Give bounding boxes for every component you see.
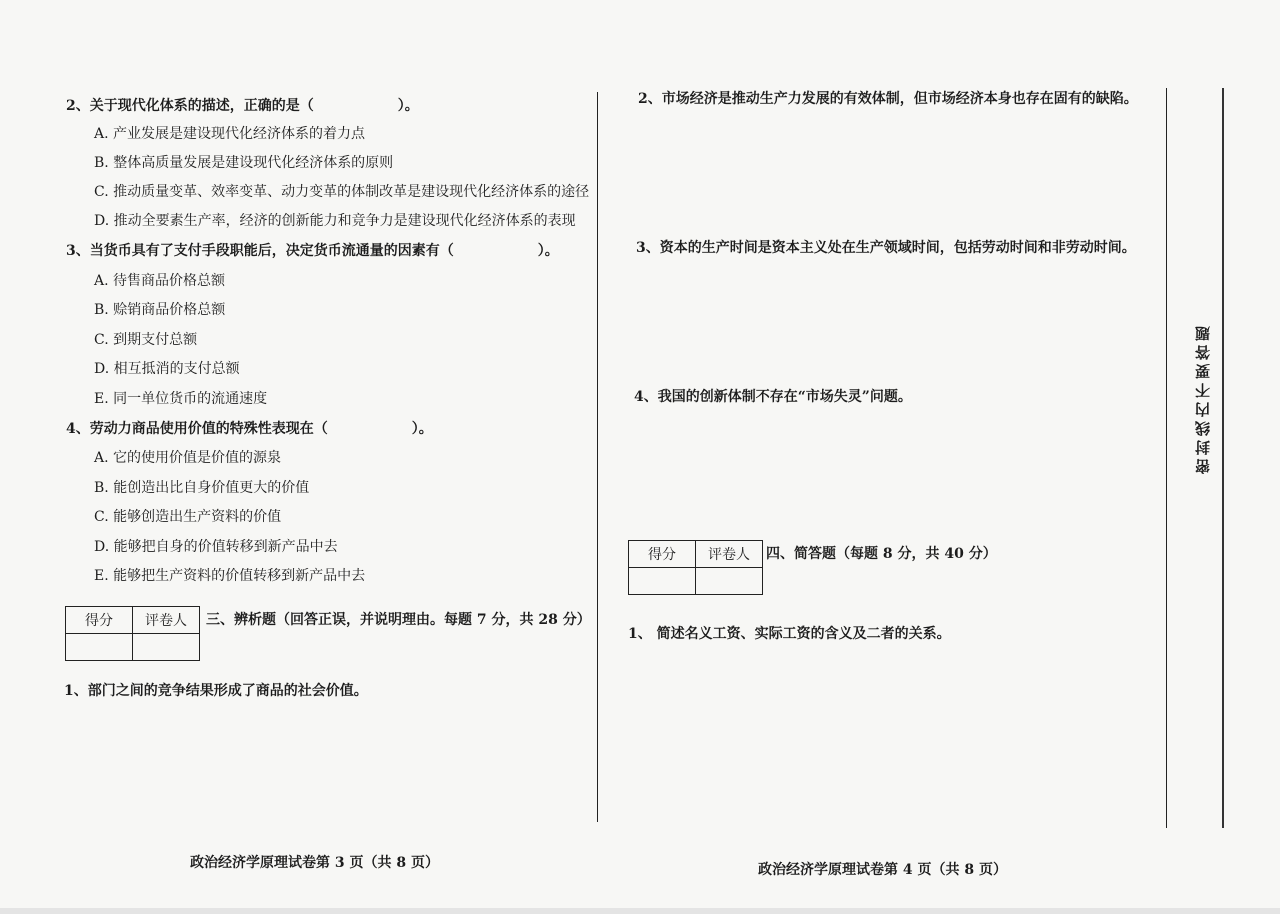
question-2-option-a: A. 产业发展是建设现代化经济体系的着力点 xyxy=(94,126,366,142)
section-4-question-1: 1、 简述名义工资、实际工资的含义及二者的关系。 xyxy=(628,626,951,642)
section-3-question-2: 2、市场经济是推动生产力发展的有效体制，但市场经济本身也存在固有的缺陷。 xyxy=(638,91,1138,107)
question-4-option-e: E. 能够把生产资料的价值转移到新产品中去 xyxy=(94,568,366,584)
score-box-section-4 xyxy=(628,540,763,595)
page-divider xyxy=(597,92,598,822)
question-3-option-e: E. 同一单位货币的流通速度 xyxy=(94,391,268,407)
question-4-option-b: B. 能创造出比自身价值更大的价值 xyxy=(94,480,310,496)
page-footer-4: 政治经济学原理试卷第 4 页（共 8 页） xyxy=(758,862,1007,878)
question-3-option-d: D. 相互抵消的支付总额 xyxy=(94,361,240,377)
exam-page-3 xyxy=(0,0,600,914)
question-4-option-d: D. 能够把自身的价值转移到新产品中去 xyxy=(94,539,338,555)
score-cell[interactable] xyxy=(66,634,133,661)
grader-cell[interactable] xyxy=(696,568,763,595)
question-3-option-a: A. 待售商品价格总额 xyxy=(94,273,226,289)
question-2-option-d: D. 推动全要素生产率，经济的创新能力和竞争力是建设现代化经济体系的表现 xyxy=(94,213,576,229)
question-4-option-c: C. 能够创造出生产资料的价值 xyxy=(94,509,282,525)
question-2-option-c: C. 推动质量变革、效率变革、动力变革的体制改革是建设现代化经济体系的途径 xyxy=(94,184,590,200)
question-2-stem: 2、关于现代化体系的描述，正确的是（ ）。 xyxy=(66,98,419,114)
section-3-question-4: 4、我国的创新体制不存在“市场失灵”问题。 xyxy=(634,389,912,405)
section-3-question-3: 3、资本的生产时间是资本主义处在生产领域时间，包括劳动时间和非劳动时间。 xyxy=(636,240,1136,256)
section-4-title: 四、简答题（每题 8 分，共 40 分） xyxy=(766,546,997,562)
seal-notice: 密封线内不要答题 xyxy=(1194,322,1212,474)
score-cell[interactable] xyxy=(629,568,696,595)
grader-cell[interactable] xyxy=(133,634,200,661)
question-4-stem: 4、劳动力商品使用价值的特殊性表现在（ ）。 xyxy=(66,421,433,437)
seal-line-outer xyxy=(1222,88,1224,828)
seal-line-inner xyxy=(1166,88,1167,828)
grader-label: 评卷人 xyxy=(133,607,200,634)
page-footer-3: 政治经济学原理试卷第 3 页（共 8 页） xyxy=(190,855,439,871)
section-3-question-1: 1、部门之间的竞争结果形成了商品的社会价值。 xyxy=(64,683,368,699)
scan-edge xyxy=(0,908,1280,914)
question-2-option-b: B. 整体高质量发展是建设现代化经济体系的原则 xyxy=(94,155,394,171)
exam-page-4 xyxy=(610,0,1170,914)
score-label: 得分 xyxy=(629,541,696,568)
question-4-option-a: A. 它的使用价值是价值的源泉 xyxy=(94,450,282,466)
score-box-section-3 xyxy=(65,606,200,661)
question-3-option-c: C. 到期支付总额 xyxy=(94,332,198,348)
score-label: 得分 xyxy=(66,607,133,634)
question-3-stem: 3、当货币具有了支付手段职能后，决定货币流通量的因素有（ ）。 xyxy=(66,243,559,259)
grader-label: 评卷人 xyxy=(696,541,763,568)
question-3-option-b: B. 赊销商品价格总额 xyxy=(94,302,226,318)
section-3-title: 三、辨析题（回答正误，并说明理由。每题 7 分，共 28 分） xyxy=(206,612,591,628)
